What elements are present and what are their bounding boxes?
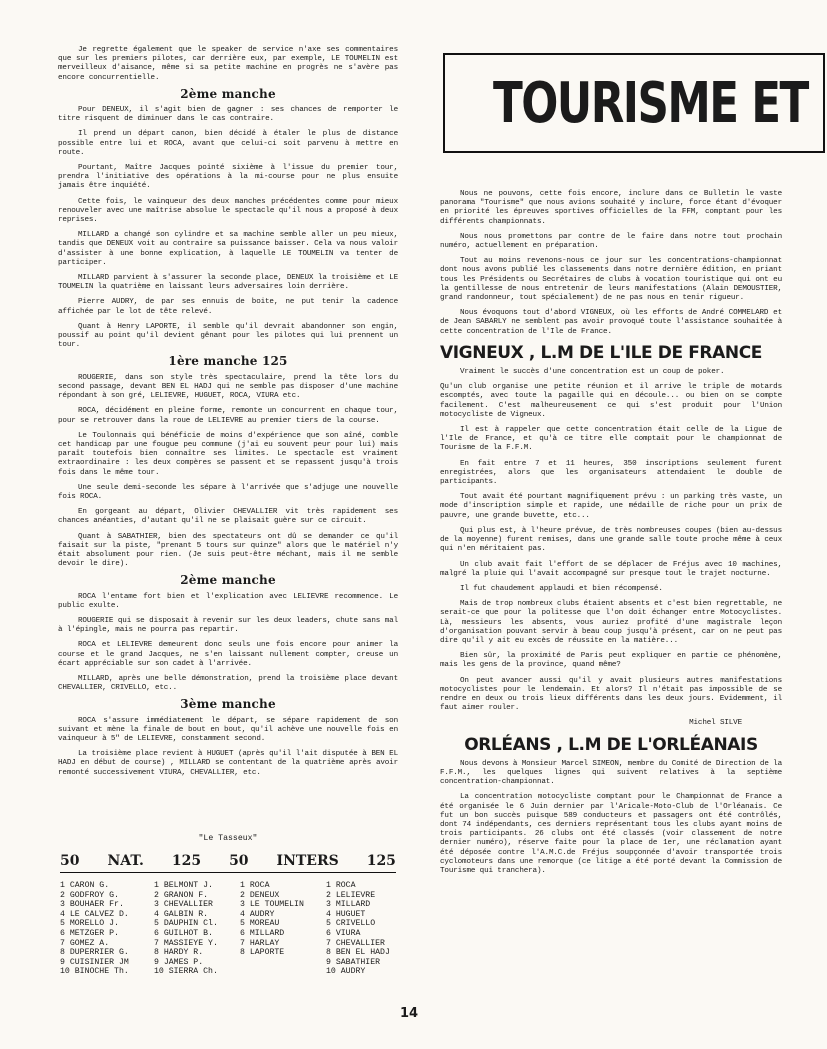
header-50-nat: 50 xyxy=(60,853,80,870)
section-banner xyxy=(443,53,825,153)
paragraph: Vraiment le succès d'une concentration est un coup de poker. xyxy=(460,368,725,377)
paragraph: MILLARD a changé son cylindre et sa machine semble aller un peu mieux, tandis que DENEUX voit au contraire sa puissance baisser. Cela va nous valoir d'assister à une bonne explication, à laquelle LE TOUMELIN va tenter de participer. xyxy=(58,231,398,267)
heading-2e-manche: 2ème manche xyxy=(180,86,276,101)
paragraph: ROUGERIE qui se disposait à revenir sur les deux leaders, chute sans mal à l'épingle, mais ne pourra pas repartir. xyxy=(58,616,398,635)
paragraph: Nous devons à Monsieur Marcel SIMEON, membre du Comité de Direction de la F.F.M., les quelques lignes qui suivent relatives à la septième concentration-championnat. xyxy=(440,759,782,787)
result-row: 8 HARDY R. xyxy=(154,948,204,958)
result-row: 7 CHEVALLIER xyxy=(326,938,385,948)
result-row: 2 GODFROY G. xyxy=(60,890,119,900)
paragraph: Il est à rappeler que cette concentration était celle de la Ligue de l'Ile de France, et qu'à ce titre elle comptait pour le championnat de Tourisme de la F.F.M. xyxy=(440,426,782,453)
result-row: 5 DAUPHIN Cl. xyxy=(154,919,218,929)
paragraph: Nous nous promettons par contre de le faire dans notre tout prochain numéro, actuellement en préparation. xyxy=(440,232,782,251)
paragraph: Tout au moins revenons-nous ce jour sur les concentrations-championnat dont nous avons publié les classements dans notre dernière édition, en priant tous les Présidents ou Secrétaires de clubs à vocation touristique qui ont eu la gentillesse de nous entretenir de leurs manifestations (Alain DEMOUSTIER, grand randonneur, tout spécialement) de ne pas nous en tenir rigueur. xyxy=(440,257,782,303)
paragraph: Pour DENEUX, il s'agit bien de gagner : ses chances de remporter le titre risquent de diminuer dans le cas contraire. xyxy=(58,106,398,124)
result-row: 3 LE TOUMELIN xyxy=(240,900,304,910)
paragraph: Tout avait été pourtant magnifiquement prévu : un parking très vaste, un mode d'inscription simple et rapide, une médaille de riche pour un prix de pauvre, une grande buvette, etc... xyxy=(440,493,782,520)
result-row: 6 MILLARD xyxy=(240,928,285,938)
banner-title: TOURISME ET xyxy=(493,71,808,136)
paragraph: On peut avancer aussi qu'il y avait plusieurs autres manifestations motocyclistes pour le lendemain. Et alors? Il n'était pas impossible de se rendre en deux ou trois lieux différents dans les deux jours. Evidemment, il faut aimer rouler. xyxy=(440,676,782,713)
result-row: 5 MORELLO J. xyxy=(60,919,119,929)
paragraph: ROCA s'assure immédiatement le départ, se sépare rapidement de son suivant et mène la finale de bout en bout, qu'il achève une nouvelle fois en vainqueur à 5" de LELIEVRE, constamment second. xyxy=(58,716,398,743)
result-row: 8 LAPORTE xyxy=(240,948,285,958)
results-inters-125 xyxy=(326,881,396,977)
result-row: 5 MOREAU xyxy=(240,919,280,929)
paragraph: Un club avait fait l'effort de se déplacer de Fréjus avec 10 machines, malgré la pluie qui l'avait accompagné sur presque tout le trajet nocturne. xyxy=(440,560,782,578)
heading-1ere-manche-125: 1ère manche 125 xyxy=(168,354,288,369)
paragraph: Quant à Henry LAPORTE, il semble qu'il devrait abandonner son engin, poussif au point qu'il devient gênant pour les pilotes qui lui prennent un tour. xyxy=(58,322,398,350)
paragraph: ROCA et LELIEVRE demeurent donc seuls une fois encore pour animer la course et le grand Jacques, ne s'en laissant nullement compter, creuse un écart appréciable sur son cadet à l'arrivée. xyxy=(58,641,398,668)
header-125-inters: 125 xyxy=(366,853,396,870)
results-table xyxy=(60,834,396,977)
result-row: 4 AUDRY xyxy=(240,909,275,919)
result-row: 3 MILLARD xyxy=(326,900,371,910)
result-row: 1 BELMONT J. xyxy=(154,881,213,890)
result-row: 7 HARLAY xyxy=(240,938,280,948)
right-article xyxy=(440,190,782,882)
result-row: 2 LELIEVRE xyxy=(326,890,376,900)
paragraph: ROCA, décidément en pleine forme, remonte un concurrent en chaque tour, pour se retrouver dans la roue de LELIEVRE au premier tiers de la course. xyxy=(58,407,398,425)
result-row: 1 ROCA xyxy=(240,881,270,890)
paragraph: Le Toulonnais qui bénéficie de moins d'expérience que son aîné, comble cet handicap par une fougue peu commune (j'ai eu souvent peur pour lui) mais paraît toutefois bien connaître ses limites. Le spectacle est vraiment extraordinaire : les deux compères se passent et se repassent jusqu'à trois fois dans le même tour. xyxy=(58,431,398,477)
result-row: 3 CHEVALLIER xyxy=(154,900,213,910)
result-row: 9 CUISINIER JM xyxy=(60,957,129,967)
result-row: 6 METZGER P. xyxy=(60,928,119,938)
paragraph: La concentration motocycliste comptant pour le Championnat de France a été organisée le 6 Juin dernier par l'Aricale-Moto-Club de l'Orléanais. Ce fut un bon succès puisque 589 conducteurs et passagers ont été contrôlés, dont 74 indépendants, ces derniers représentant tous les clubs ayant moins de trois participants. 26 clubs ont été classés (voir classement de notre dernier numéro), réserve faite pour la place de 1er, une réclamation ayant été déposée contre l'A.M.C.de Fréjus soupçonnée d'avoir transportée trois cyclomoteurs dans une remorque (ce litige a été porté devant la Commission de Tourisme qui tranchera). xyxy=(440,793,782,875)
paragraph: Qui plus est, à l'heure prévue, de très nombreuses coupes (bien au-dessus de la moyenne) furent remises, dans une grande salle toute proche même à ceux qui n'en méritaient pas. xyxy=(440,526,782,554)
result-row: 3 BOUHAER Fr. xyxy=(60,900,124,910)
result-row: 9 SABATHIER xyxy=(326,957,381,967)
result-row: 1 ROCA xyxy=(326,881,356,890)
paragraph: En fait entre 7 et 11 heures, 350 inscriptions seulement furent enregistrées, alors que les organisateurs attendaient le double de participants. xyxy=(440,459,782,487)
result-row: 10 SIERRA Ch. xyxy=(154,967,218,977)
paragraph: MILLARD parvient à s'assurer la seconde place, DENEUX la troisième et LE TOUMELIN la quatrième en laissant leurs adversaires loin derrière. xyxy=(58,274,398,292)
paragraph: ROUGERIE, dans son style très spectaculaire, prend la tête lors du second passage, devant BEN EL HADJ qui ne semble pas disposer d'une machine répondant à son gré, LELIEVRE, HUGUET, ROCA, VIURA etc. xyxy=(58,373,398,401)
paragraph: Il prend un départ canon, bien décidé à étaler le plus de distance possible entre lui et ROCA, avant que celui-ci soit parvenu à mettre en route. xyxy=(58,130,398,157)
header-inters: INTERS xyxy=(276,853,339,870)
paragraph: La troisième place revient à HUGUET (après qu'il l'ait disputée à BEN EL HADJ en début de course) , MILLARD se contentant de la quatrième après avoir remonté successivement VIURA, CHEVALLIER, etc. xyxy=(58,750,398,777)
result-row: 2 DENEUX xyxy=(240,890,280,900)
heading-vigneux: VIGNEUX , L.M DE L'ILE DE FRANCE xyxy=(440,342,762,363)
result-row: 5 CRIVELLO xyxy=(326,919,376,929)
left-article xyxy=(58,46,398,784)
header-50-inters: 50 xyxy=(229,853,249,870)
result-row: 4 GALBIN R. xyxy=(154,909,209,919)
results-nat-125 xyxy=(154,881,240,977)
result-row: 4 HUGUET xyxy=(326,909,366,919)
paragraph: Qu'un club organise une petite réunion et il arrive le triple de motards escomptés, avec toute la pagaille qui en découle... ou bien on se compte facilement. C'est malheureusement ce qui s'est produit pour l'Union motocycliste de Vigneux. xyxy=(440,383,782,419)
results-inters-50 xyxy=(240,881,326,977)
paragraph: Bien sûr, la proximité de Paris peut expliquer en partie ce phénomène, mais les gens de la province, quand même? xyxy=(440,652,782,670)
result-row: 8 BEN EL HADJ xyxy=(326,948,390,958)
heading-2e-manche-125: 2ème manche xyxy=(180,573,276,588)
result-row: 2 GRANON F. xyxy=(154,890,209,900)
result-row: 6 VIURA xyxy=(326,928,361,938)
header-nat: NAT. xyxy=(107,853,144,870)
result-row: 6 GUILHOT B. xyxy=(154,928,213,938)
author-signature: Michel SILVE xyxy=(689,719,742,728)
result-row: 8 DUPERRIER G. xyxy=(60,948,129,958)
paragraph: Nous évoquons tout d'abord VIGNEUX, où les efforts de André COMMELARD et de Jean SABARLY ne semblent pas avoir provoqué toute l'assistance souhaitée à cette concentration de l'Ile de France. xyxy=(440,309,782,336)
result-row: 7 GOMEZ A. xyxy=(60,938,110,948)
paragraph: Quant à SABATHIER, bien des spectateurs ont dû se demander ce qu'il faisait sur la piste, "prenant 5 tours sur quinze" alors que le matériel n'y était absolument pour rien. (Je suis peut-être méchant, mais il me semble devoir le dire). xyxy=(58,532,398,569)
result-row: 10 BINOCHE Th. xyxy=(60,967,129,977)
results-header xyxy=(60,852,396,873)
paragraph: Cette fois, le vainqueur des deux manches précédentes comme pour mieux renouveler avec une maîtrise absolue le spectacle qu'il nous a proposé à deux reprises. xyxy=(58,197,398,225)
intro-paragraph: Je regrette également que le speaker de service n'axe ses commentaires que sur les premiers pilotes, car derrière eux, par exemple, LE TOUMELIN est merveilleux d'aisance, même si sa petite machine en progrès ne s'avère pas encore concurrentielle. xyxy=(58,46,398,82)
result-row: 7 MASSIEYE Y. xyxy=(154,938,218,948)
paragraph: Pourtant, Maître Jacques pointé sixième à l'issue du premier tour, prendra l'initiative des opérations à la mi-course pour ne plus ensuite jamais être inquiété. xyxy=(58,164,398,191)
paragraph: MILLARD, après une belle démonstration, prend la troisième place devant CHEVALLIER, CRIVELLO, etc.. xyxy=(58,674,398,693)
author-signature: "Le Tasseux" xyxy=(198,834,258,843)
paragraph: Mais de trop nombreux clubs étaient absents et c'est bien regrettable, ne serait-ce que pour la politesse que l'on doit échanger entre Motocyclistes. Là, messieurs les absents, vous auriez profité d'une magistrale leçon d'organisation pouvant servir à beau coup jusqu'à présent, car on ne peut pas dire qu'il y ait eu excès de réussite en la matière... xyxy=(440,600,782,645)
paragraph: Une seule demi-seconde les sépare à l'arrivée que s'adjuge une nouvelle fois ROCA. xyxy=(58,483,398,501)
result-row: 10 AUDRY xyxy=(326,967,366,977)
page-number: 14 xyxy=(400,1006,419,1021)
paragraph: En gorgeant au départ, Olivier CHEVALLIER vit très rapidement ses chances anéanties, d'autant qu'il ne se plaisait guère sur ce circuit. xyxy=(58,508,398,526)
result-row: 4 LE CALVEZ D. xyxy=(60,909,129,919)
result-row: 1 CARON G. xyxy=(60,881,110,890)
result-row: 9 JAMES P. xyxy=(154,957,204,967)
heading-3e-manche-125: 3ème manche xyxy=(180,697,276,712)
header-125-nat: 125 xyxy=(171,853,202,870)
heading-orleans: ORLÉANS , L.M DE L'ORLÉANAIS xyxy=(464,734,758,755)
paragraph: ROCA l'entame fort bien et l'explication avec LELIEVRE recommence. Le public exulte. xyxy=(58,592,398,610)
paragraph: Nous ne pouvons, cette fois encore, inclure dans ce Bulletin le vaste panorama "Tourisme" que nous avions souhaité y inclure, force étant d'évoquer en priorité les épreuves sportives officielles de la FFM, comptant pour les différents championnats. xyxy=(440,190,782,226)
paragraph: Pierre AUDRY, de par ses ennuis de boite, ne put tenir la cadence affichée par le lot de tête relevé. xyxy=(58,298,398,316)
paragraph: Il fut chaudement applaudi et bien récompensé. xyxy=(460,584,663,593)
results-nat-50 xyxy=(60,881,154,977)
